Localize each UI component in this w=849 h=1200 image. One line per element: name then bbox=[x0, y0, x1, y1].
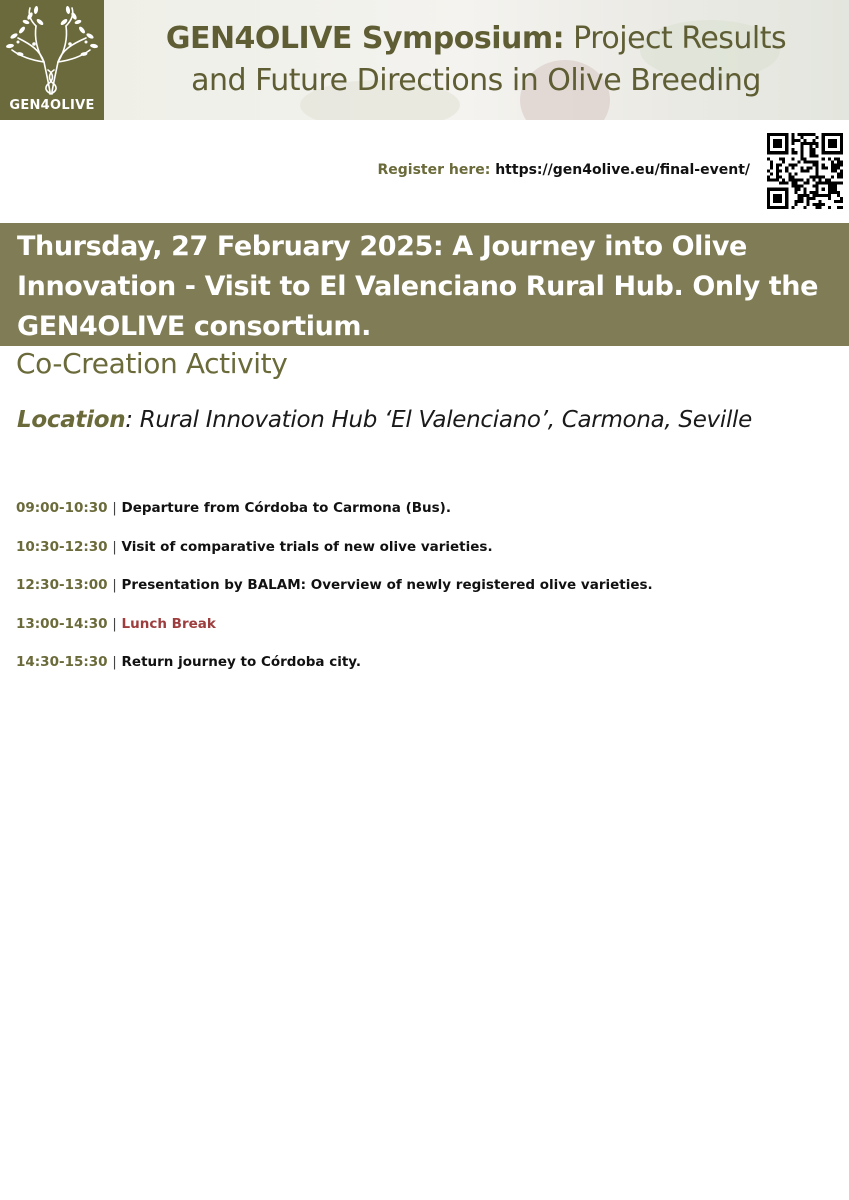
title-line1-rest: Project Results bbox=[564, 21, 787, 56]
schedule-item bbox=[16, 539, 836, 578]
schedule-separator: | bbox=[112, 538, 117, 555]
title-bold: GEN4OLIVE Symposium: bbox=[165, 21, 565, 56]
qr-code-icon[interactable] bbox=[767, 133, 843, 209]
schedule-separator: | bbox=[112, 500, 117, 516]
location-line bbox=[17, 407, 752, 433]
schedule-item bbox=[16, 500, 836, 539]
register-link[interactable]: https://gen4olive.eu/final-event/ bbox=[495, 162, 750, 178]
register-label: Register here: bbox=[377, 162, 491, 178]
day-title: Thursday, 27 February 2025: A Journey into Olive Innovation - Visit to El Valenciano Rural Hub. Only the GEN4OLIVE consortium. bbox=[17, 231, 819, 342]
schedule-separator: | bbox=[112, 615, 117, 632]
schedule-description: Visit of comparative trials of new olive varieties. bbox=[121, 538, 493, 555]
schedule-item bbox=[16, 654, 836, 693]
schedule-separator: | bbox=[112, 577, 117, 593]
schedule-description: Departure from Córdoba to Carmona (Bus). bbox=[121, 500, 451, 516]
schedule-list bbox=[16, 500, 836, 693]
title-line2: and Future Directions in Olive Breeding bbox=[191, 63, 761, 98]
schedule-time: 13:00-14:30 bbox=[16, 615, 108, 632]
schedule-time: 10:30-12:30 bbox=[16, 538, 108, 555]
schedule-time: 12:30-13:00 bbox=[16, 577, 108, 593]
header-banner bbox=[0, 0, 849, 120]
page-title bbox=[120, 18, 832, 102]
register-line bbox=[377, 162, 750, 178]
schedule-separator: | bbox=[112, 654, 117, 670]
logo-wordmark: GEN4OLIVE bbox=[9, 98, 95, 113]
activity-subtitle: Co-Creation Activity bbox=[16, 347, 288, 380]
schedule-item bbox=[16, 616, 836, 655]
schedule-description: Presentation by BALAM: Overview of newly registered olive varieties. bbox=[121, 577, 653, 593]
location-label: Location bbox=[17, 407, 126, 433]
schedule-description: Lunch Break bbox=[121, 615, 216, 632]
schedule-time: 14:30-15:30 bbox=[16, 654, 108, 670]
schedule-description: Return journey to Córdoba city. bbox=[121, 654, 361, 670]
schedule-item bbox=[16, 577, 836, 616]
gen4olive-logo bbox=[0, 0, 104, 120]
schedule-time: 09:00-10:30 bbox=[16, 500, 108, 516]
location-value: : Rural Innovation Hub ‘El Valenciano’, Carmona, Seville bbox=[125, 407, 752, 433]
